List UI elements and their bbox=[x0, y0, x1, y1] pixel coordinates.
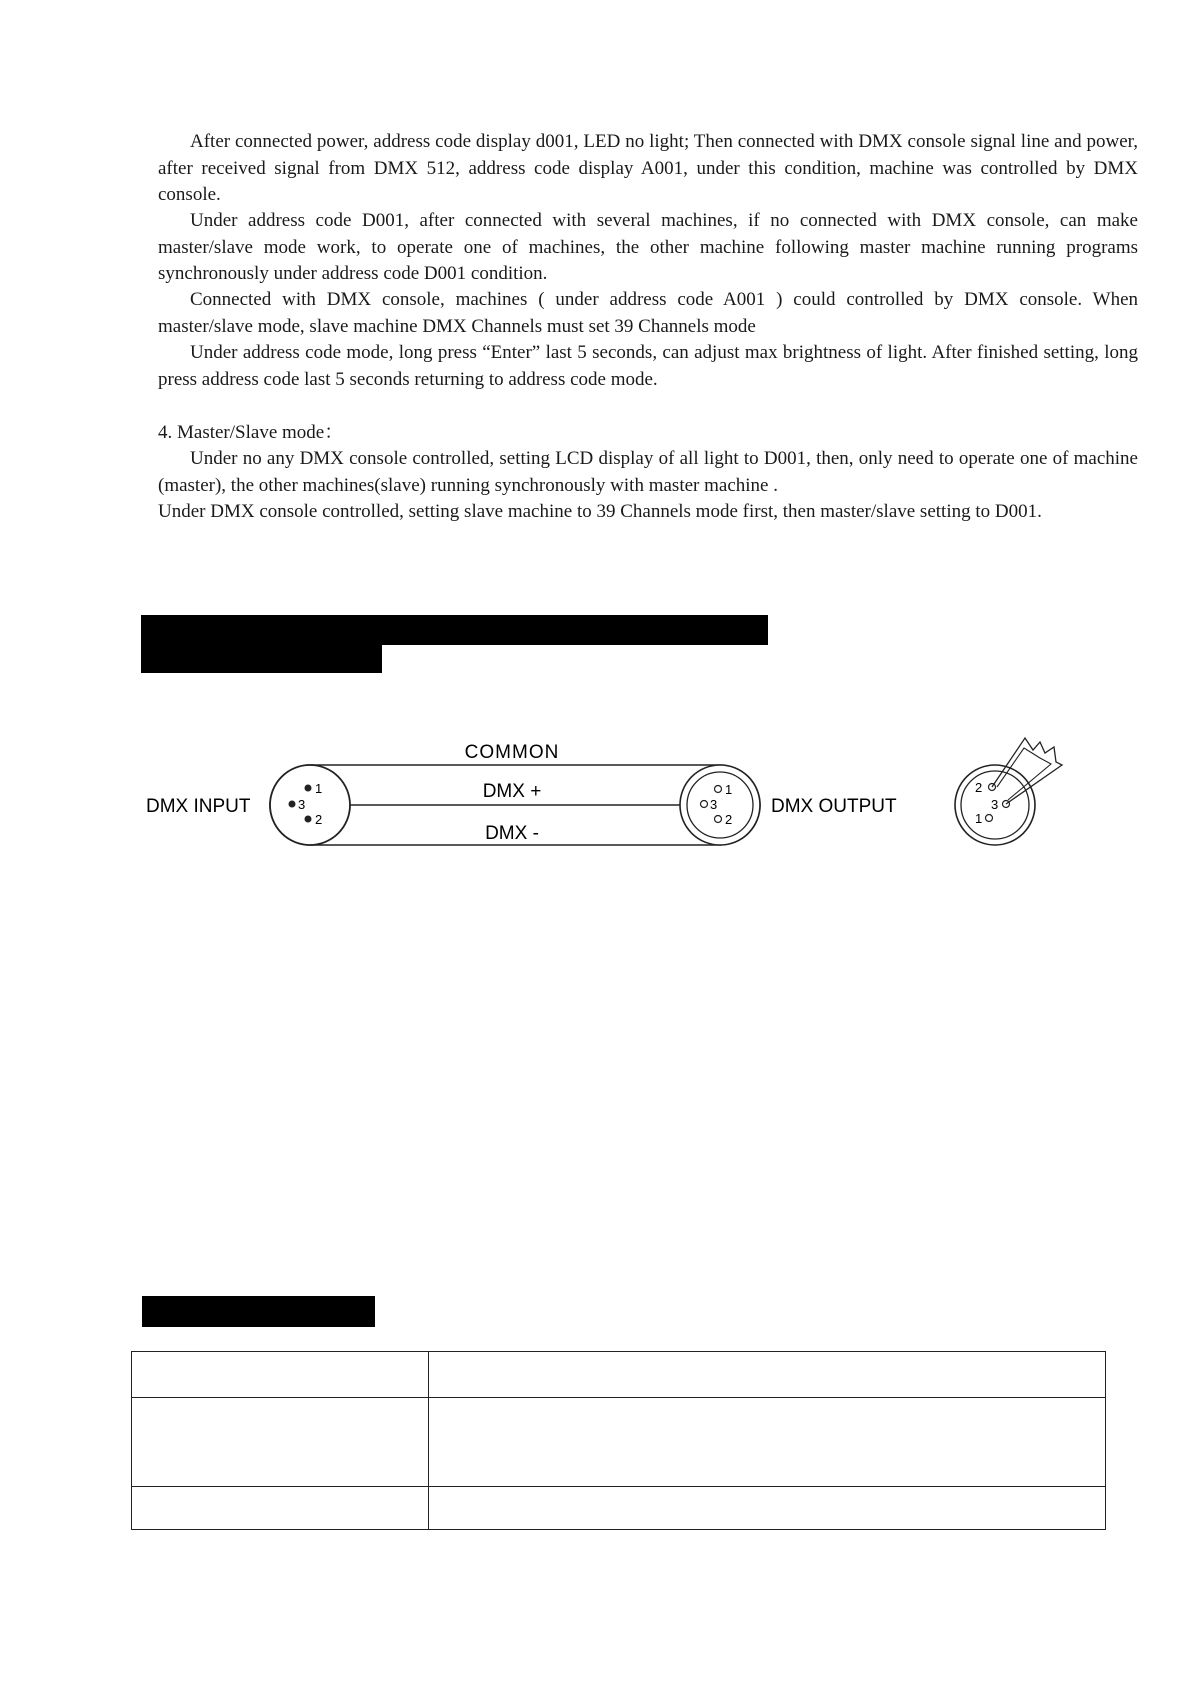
section-heading-master-slave: 4. Master/Slave mode： bbox=[158, 422, 344, 443]
dmx-wiring-diagram bbox=[130, 725, 1090, 875]
dmx-plus-label: DMX + bbox=[482, 781, 542, 802]
input-pin-1 bbox=[305, 785, 312, 792]
dmx-input-connector bbox=[270, 765, 350, 845]
xlr-pin-3-label: 3 bbox=[991, 797, 999, 812]
output-pin-3-label: 3 bbox=[710, 797, 718, 812]
common-label: COMMON bbox=[464, 742, 560, 763]
xlr-pin-1 bbox=[986, 815, 993, 822]
xlr-pin-2-label: 2 bbox=[975, 780, 983, 795]
xlr-pin-1-label: 1 bbox=[975, 811, 983, 826]
paragraph-dmx-console: Connected with DMX console, machines ( under address code A001 ) could controlled by DMX console. When master/slave mode, slave machine DMX Channels must set 39 Channels mode bbox=[158, 289, 1138, 337]
table-cell bbox=[132, 1487, 429, 1530]
output-pin-1 bbox=[715, 786, 722, 793]
paragraph-power-connection: After connected power, address code display d001, LED no light; Then connected with DMX console signal line and power, after received signal from DMX 512, address code display A001, under this condition, machine was controlled by DMX console. bbox=[158, 131, 1138, 205]
paragraph-address-d001: Under address code D001, after connected with several machines, if no connected with DMX console, can make master/slave mode work, to operate one of machines, the other machine following master machine running programs synchronously under address code D001 condition. bbox=[158, 210, 1138, 284]
table-cell bbox=[429, 1352, 1106, 1398]
output-pin-2-label: 2 bbox=[725, 812, 733, 827]
output-pin-2 bbox=[715, 816, 722, 823]
output-pin-3 bbox=[701, 801, 708, 808]
input-pin-2 bbox=[305, 816, 312, 823]
output-pin-1-label: 1 bbox=[725, 782, 733, 797]
redacted-heading-bar-top bbox=[141, 615, 768, 645]
paragraph-master-slave-no-console: Under no any DMX console controlled, setting LCD display of all light to D001, then, only need to operate one of machine (master), the other machines(slave) running synchronously with master machine . bbox=[158, 448, 1138, 496]
input-pin-3 bbox=[289, 801, 296, 808]
table-row bbox=[132, 1487, 1106, 1530]
table-cell bbox=[429, 1398, 1106, 1487]
table-row bbox=[132, 1352, 1106, 1398]
dmx-input-label: DMX INPUT bbox=[146, 796, 251, 817]
input-pin-2-label: 2 bbox=[315, 812, 323, 827]
table-row bbox=[132, 1398, 1106, 1487]
redacted-spec-heading-bar bbox=[142, 1296, 375, 1327]
dmx-output-label: DMX OUTPUT bbox=[771, 796, 897, 817]
table-cell bbox=[429, 1487, 1106, 1530]
table-cell bbox=[132, 1398, 429, 1487]
redacted-heading-bar-bottom bbox=[141, 643, 382, 673]
paragraph-brightness: Under address code mode, long press “Enter” last 5 seconds, can adjust max brightness of light. After finished setting, long press address code last 5 seconds returning to address code mode. bbox=[158, 342, 1138, 390]
table-cell bbox=[132, 1352, 429, 1398]
dmx-minus-label: DMX - bbox=[485, 823, 539, 844]
paragraph-master-slave-console: Under DMX console controlled, setting slave machine to 39 Channels mode first, then master/slave setting to D001. bbox=[158, 501, 1042, 522]
dmx-output-connector-inner bbox=[687, 772, 753, 838]
spec-table bbox=[131, 1351, 1106, 1530]
input-pin-1-label: 1 bbox=[315, 781, 323, 796]
input-pin-3-label: 3 bbox=[298, 797, 306, 812]
